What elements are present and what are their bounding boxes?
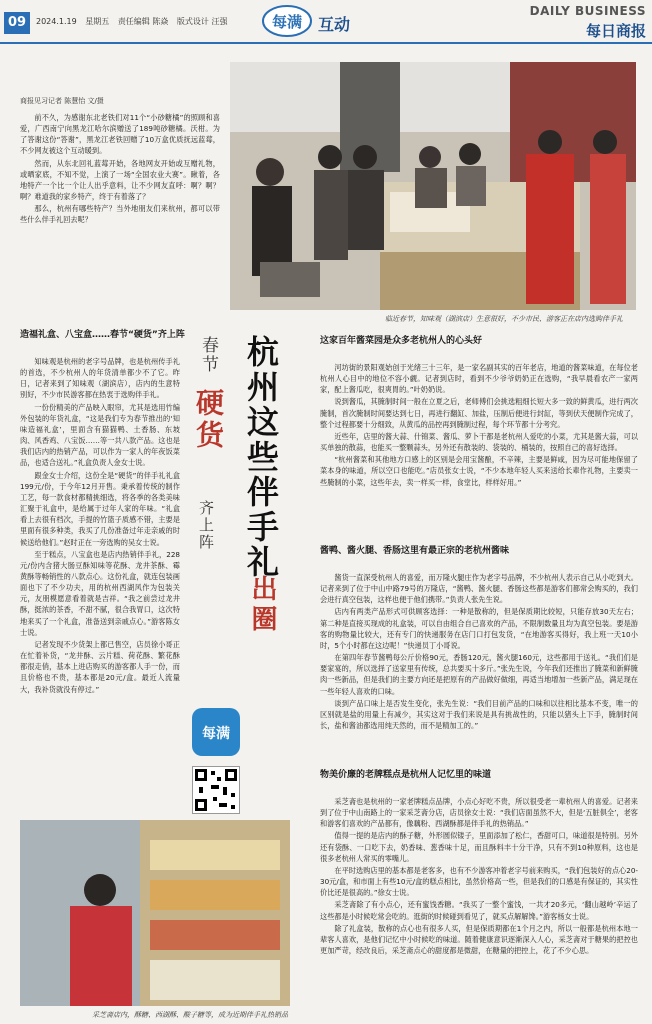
- section4-paragraph: 除了礼盒装，散称的点心也有很多人买，但是保质期都在1个月之内，所以一般都是杭州本地一辈客人喜欢，是他们记忆中小时候吃的味道。随着健康意识逐渐深入人心，采芝斋对于糖果的把控也更加严苛，经改良后，采芝斋点心的甜度都是微甜，在糖量的把控上，花了不少心思。: [320, 923, 638, 956]
- section1-paragraph: 跟金女士介绍，这份全是“硬货”的伴手礼礼盒199元/份，于今年12月开售。秉承着传统的制作工艺，每一款食材都精挑细选，将各季的各类美味汇聚于礼盒中，是给属于过年人家的年味。“礼盒看上去很有档次，手提的竹篮子质感不错，主要是里面有很多种类，我买了几份准备过年走亲戚的时候送给他们。”赵时正在一旁选购的吴女士说。: [20, 470, 180, 547]
- headline-red-standout: 出圈: [247, 575, 277, 635]
- headline-sub-together: 齐上阵: [197, 500, 215, 551]
- column-name: 互动: [318, 15, 351, 34]
- shop-photo-caizhizhai: [20, 820, 290, 1006]
- section-title: 酱鸭、酱火腿、香肠这里有最正宗的老杭州酱味: [320, 546, 510, 556]
- section-title: 造福礼盒、八宝盒……春节“硬货”齐上阵: [20, 330, 185, 340]
- section2-paragraph: 近些年，店里的酱大蒜、什锦菜、酱瓜、萝卜干都是老杭州人爱吃的小菜，尤其是酱大蒜，可以买单独的散蒜，也能买一整颗蒜头，另外还有散装的、袋装的、桶装的，按照自己的喜好选择。: [320, 431, 638, 453]
- section2-paragraph: 说到酱瓜，其腌制时间一般在立夏之后，老师傅们会挑选粗细长短大多一致的鲜黄瓜，进行两次腌制，首次腌制时间要达到七日，再进行翻缸、加盐，压制后便进行封缸，等到伏天便制作完成了，整个过程都要十分细致，从黄瓜的品控再到腌制过程，每个环节都十分考究。: [320, 397, 638, 429]
- section1-paragraph: 记者发现不少货架上都已售空，店员徐小哥正在忙着补货，“龙井酥、云片糕、荷花酥、繁花酥都很走俏，基本上进店购买的游客都人手一份，而且价格也不贵，基本都是20元/盒。最近人流量大，我补货就没有停过。”: [20, 639, 180, 694]
- section3-paragraph: 谈到产品口味上是否发生变化，张先生说：“我们目前产品的口味和以往相比基本不变，唯一的区别就是盐的用量上有减少，其实这对于我们来说是具有挑战性的，只能以猪头上下手，腌制时间长，盐和酱油都选用纯天然的，而不是精加工的。”: [320, 698, 638, 731]
- headline-red-hardgoods: 硬货: [192, 388, 225, 452]
- paper-name-en: DAILY BUSINESS: [529, 4, 646, 18]
- section-title: 这家百年酱菜园是众多老杭州人的心头好: [320, 336, 483, 346]
- section3-paragraph: 酱货一直深受杭州人的喜爱，而万隆火腿庄作为老字号品牌，不少杭州人表示自己从小吃到大。记者来到了位于中山中路79号的万隆店，“酱鸭、酱火腿、香肠这些都是游客们都常会购买的，我们会进行真空包装，这样也便于他们携带。”负责人张先生说。: [320, 573, 638, 605]
- page-header: [0, 0, 652, 44]
- qr-code-icon[interactable]: [192, 766, 240, 814]
- section2-paragraph: “杭州酱菜和其他地方口感上的区别是会用宝酱酿，不辛辣，主要是鲜咸，因为尽可能地保留了菜本身的味道，所以空口也能吃。”店员张女士说，“不少本地年轻人买来送给长辈作礼物，主要卖一些腌制的小菜，这些年去，卖一样买一样，食堂比，样样好用。”: [320, 455, 638, 487]
- photo-caption: 采芝斋店内，酥糖、西湖酥、酸子糖等，成为近期伴手礼热销品: [92, 1011, 288, 1019]
- designer-credit: 版式设计 汪强: [176, 17, 228, 26]
- intro-paragraph: 然而，从东北回礼蓝莓开始，各地网友开始或互赠礼物，或晒家底，不知不觉，上演了一场“全国农业大赛”。瞅着，各地特产一个比一个让人出乎意料，让不少网友直呼：啊？啊？啊？难道我的家乡特产，终于有着落了？: [20, 158, 220, 202]
- logo-text: 每满: [271, 13, 303, 31]
- section1-paragraph: 一份份精美的产品映入眼帘，尤其是选用竹编外包装的年货礼盒，“这是我们专为春节推出的‘知味造福礼盒’，里面含有猫猫鸭、土香肠、东坡肉、风香鸡、八宝饭……等一共八款产品。这也是我们店内的热销产品，可以作为一家人的年夜饭菜品，也适合送礼。”礼盒负责人金女士说。: [20, 402, 180, 468]
- section4-paragraph: 采芝斋也是杭州的一家老牌糕点品牌，小点心好吃不贵，所以很受老一辈杭州人的喜爱。记者来到了位于中山南路上的一家采芝斋分店，店员徐女士说：“我们店面虽然不大，但是‘五脏俱全’，老客和游客们喜欢的产品都有，像藕粉、西湖酥都是伴手礼的热销品。”: [320, 797, 638, 829]
- section3-paragraph: 在第四年春节酱鸭每公斤价格90元，香肠120元，酱火腿160元，这些都用于送礼。“我们们是要家宴的，所以选择了送家里有传统，总共要买十多斤。”张先生说，今年我们还推出了腌菜和新鲜腌肉一些新品，但是我们的主要方向还是把原有的产品做好做细，再适当地增加一些新产品，满足现在一些年轻人喜欢的口味。: [320, 653, 638, 696]
- section1-text: [20, 356, 180, 696]
- section4-paragraph: 在平时选购店里的基本都是老客多，也有不少游客冲着老字号前来购买，“我们包装好的点心20-30元/盒，和市面上有些10元/盒的糕点相比，虽然价格高一些，但是我们的口感是有保证的，其实性价比还是很高的。”徐女士说。: [320, 865, 638, 898]
- headline-main: 杭州这些伴手礼: [242, 335, 280, 580]
- section3-paragraph: 店内有两类产品形式可供顾客选择：一种是散称的，但是保质期比较短，只能存放30天左右；第二种是直接买现成的礼盒装，可以自由组合自己喜欢的产品，不限制数量且均为真空包装。要是游客的购物量比较大，还有专门的快递服务在店门口打包发货，“在地游客买得好，我上班一天10小时，5个小时都在这边呢！”快递员丁小哥说。: [320, 607, 638, 650]
- section3-text: [320, 572, 638, 732]
- intro-paragraph: 那么，杭州有哪些特产？当外地朋友们来杭州，都可以带些什么伴手礼回去呢？: [20, 204, 220, 225]
- meiman-app-logo-icon: [192, 708, 240, 756]
- section4-paragraph: 值得一提的是店内的酥子糖，外形圆似镂子，里面添加了松仁，香甜可口，味道很是特别。另外还有袋酥、一口吃下去，奶香味、葱香味十足，而且酥料丰十分干净，只有不到10种原料，这也是很多老杭州人常买的零嘴儿。: [320, 831, 638, 863]
- intro-paragraph: 前不久，为感谢东北老铁们对11个“小砂糖橘”的照顾和喜爱，广西南宁向黑龙江哈尔滨赠送了189吨砂糖橘。沃柑。为了答谢这份“答谢”，黑龙江老铁回赠了10万盒优质抚远蓝莓，不少网友被这个互动暖到。: [20, 113, 220, 156]
- photo-caption: 临近春节，知味观（湖滨店）生意很好，不少市民、游客正在店内选购伴手礼: [385, 315, 623, 323]
- byline: 商报见习记者 陈慧怡 文/摄: [20, 97, 104, 105]
- section1-paragraph: 至于糕点，八宝盒也是店内热销伴手礼，228元/份内含猪大肠豆酥知味等花酥、龙井茶酥、霉黄酥等畅销性的八款点心。这份礼盒，就连包装画面也下了不少功夫，用的杭州西湖风作为包装关元，友朋模愿意看着就是吉祥。“我之前尝过龙井酥，挺浓的茶香，不甜不腻，很合我胃口，这次特地来买了一个礼盒，准备送到亲戚点心。”游客陈女士说。: [20, 549, 180, 637]
- headline-sub-spring: 春节: [198, 336, 218, 374]
- issue-meta: [36, 16, 233, 27]
- issue-date: 2024.1.19: [36, 17, 77, 26]
- section4-paragraph: 采芝斋除了有小点心，还有蜜饯香糖。“我买了一整个蜜饯，一共才20多元，‘翻山越岭’辛运了这些都是小时候吃常会吃的。逛街的时候碰到看见了，就买点解解馋。”游客杨女士说。: [320, 900, 638, 921]
- paper-name-cn: 每日商报: [585, 22, 646, 40]
- editor-credit: 责任编辑 陈焱: [117, 17, 169, 26]
- shop-photo-zhiweiguan: [230, 62, 636, 310]
- section1-paragraph: 知味观是杭州的老字号品牌，也是杭州传手礼的首选，不少杭州人的年货清单都少不了它。昨日，记者来到了知味观（湖滨店），店内的生意特别好，不少市民游客都在热衷于选购伴手礼。: [20, 357, 180, 400]
- meiman-logo-icon: [262, 4, 312, 38]
- issue-weekday: 星期五: [85, 17, 110, 26]
- svg-text:每满: 每满: [202, 726, 230, 742]
- intro-text: [20, 112, 220, 227]
- page-number: 09: [4, 12, 30, 34]
- section-title: 物美价廉的老牌糕点是杭州人记忆里的味道: [320, 770, 492, 780]
- section4-text: [320, 796, 638, 957]
- section2-text: [320, 362, 638, 489]
- section2-paragraph: 河坊街的景阳观始创于光绪三十三年，是一家名副其实的百年老店，地道的酱菜味道，在每位老杭州人心目中的地位不容小觑。记者到店时，看到不少爷爷奶奶正在选购，“我早晨看农产一家两家，配上酱瓜吃，很爽胃的。”叶奶奶说。: [320, 363, 638, 395]
